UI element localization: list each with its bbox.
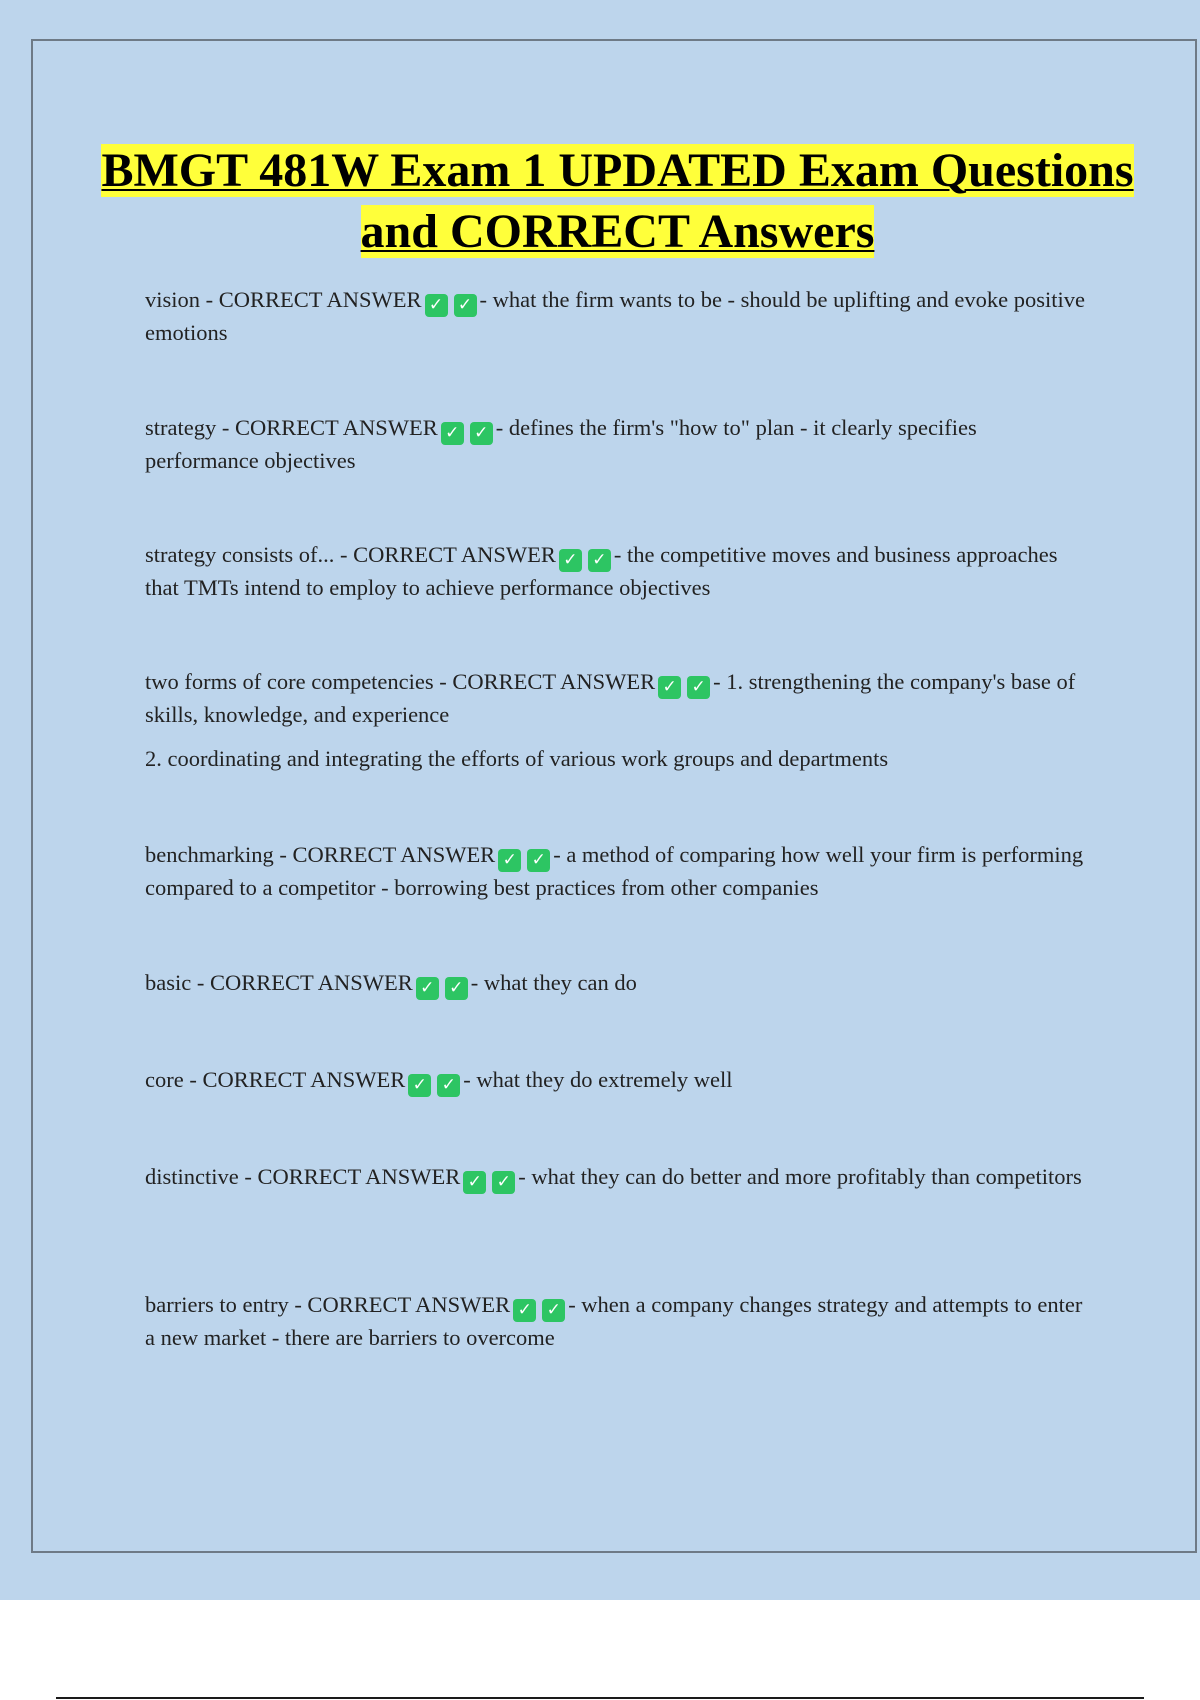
check-mark-icon: ✓ bbox=[437, 1074, 460, 1097]
check-mark-icon: ✓ bbox=[454, 294, 477, 317]
qa-item-strategy bbox=[145, 412, 1085, 477]
check-mark-icon: ✓ bbox=[492, 1171, 515, 1194]
qa-item-distinctive bbox=[145, 1161, 1085, 1194]
footer-divider bbox=[56, 1697, 1144, 1699]
check-mark-icon: ✓ bbox=[527, 849, 550, 872]
qa-answer: - what they can do bbox=[470, 970, 637, 995]
qa-answer: - defines the firm's "how to" plan - it clearly specifies performance objectives bbox=[145, 415, 977, 473]
document-title bbox=[100, 140, 1135, 262]
check-mark-icon: ✓ bbox=[445, 977, 468, 1000]
check-mark-icon: ✓ bbox=[441, 422, 464, 445]
qa-item-core bbox=[145, 1064, 1085, 1097]
qa-answer: - what they can do better and more profitably than competitors bbox=[518, 1164, 1082, 1189]
qa-answer: - the competitive moves and business approaches that TMTs intend to employ to achieve performance objectives bbox=[145, 542, 1058, 600]
qa-item-benchmarking bbox=[145, 839, 1085, 904]
check-mark-icon: ✓ bbox=[425, 294, 448, 317]
check-mark-icon: ✓ bbox=[542, 1299, 565, 1322]
qa-answer: - 1. strengthening the company's base of skills, knowledge, and experience bbox=[145, 669, 1076, 727]
qa-term: core - CORRECT ANSWER bbox=[145, 1067, 406, 1092]
qa-answer: - what they do extremely well bbox=[463, 1067, 733, 1092]
check-mark-icon: ✓ bbox=[470, 422, 493, 445]
qa-item-basic bbox=[145, 967, 1085, 1000]
qa-item-barriers-to-entry bbox=[145, 1289, 1085, 1354]
highlighted-title-text: BMGT 481W Exam 1 UPDATED Exam Questions and CORRECT Answers bbox=[101, 144, 1134, 258]
qa-item-strategy-consists-of bbox=[145, 539, 1085, 604]
check-mark-icon: ✓ bbox=[416, 977, 439, 1000]
qa-term: strategy - CORRECT ANSWER bbox=[145, 415, 438, 440]
check-mark-icon: ✓ bbox=[658, 676, 681, 699]
check-mark-icon: ✓ bbox=[588, 549, 611, 572]
qa-term: two forms of core competencies - CORRECT ANSWER bbox=[145, 669, 656, 694]
qa-answer: - when a company changes strategy and attempts to enter a new market - there are barriers to overcome bbox=[145, 1292, 1083, 1350]
check-mark-icon: ✓ bbox=[463, 1171, 486, 1194]
check-mark-icon: ✓ bbox=[687, 676, 710, 699]
qa-term: benchmarking - CORRECT ANSWER bbox=[145, 842, 496, 867]
check-mark-icon: ✓ bbox=[498, 849, 521, 872]
qa-item-vision bbox=[145, 284, 1085, 349]
qa-answer: - a method of comparing how well your firm is performing compared to a competitor - borrowing best practices from other companies bbox=[145, 842, 1084, 900]
qa-answer: - what the firm wants to be - should be uplifting and evoke positive emotions bbox=[145, 287, 1086, 345]
qa-term: basic - CORRECT ANSWER bbox=[145, 970, 413, 995]
check-mark-icon: ✓ bbox=[408, 1074, 431, 1097]
check-mark-icon: ✓ bbox=[513, 1299, 536, 1322]
qa-term: distinctive - CORRECT ANSWER bbox=[145, 1164, 461, 1189]
check-mark-icon: ✓ bbox=[559, 549, 582, 572]
qa-term: strategy consists of... - CORRECT ANSWER bbox=[145, 542, 556, 567]
qa-item-core-competencies bbox=[145, 666, 1085, 731]
qa-term: barriers to entry - CORRECT ANSWER bbox=[145, 1292, 511, 1317]
qa-term: vision - CORRECT ANSWER bbox=[145, 287, 422, 312]
qa-continuation: 2. coordinating and integrating the efforts of various work groups and departments bbox=[145, 746, 889, 771]
